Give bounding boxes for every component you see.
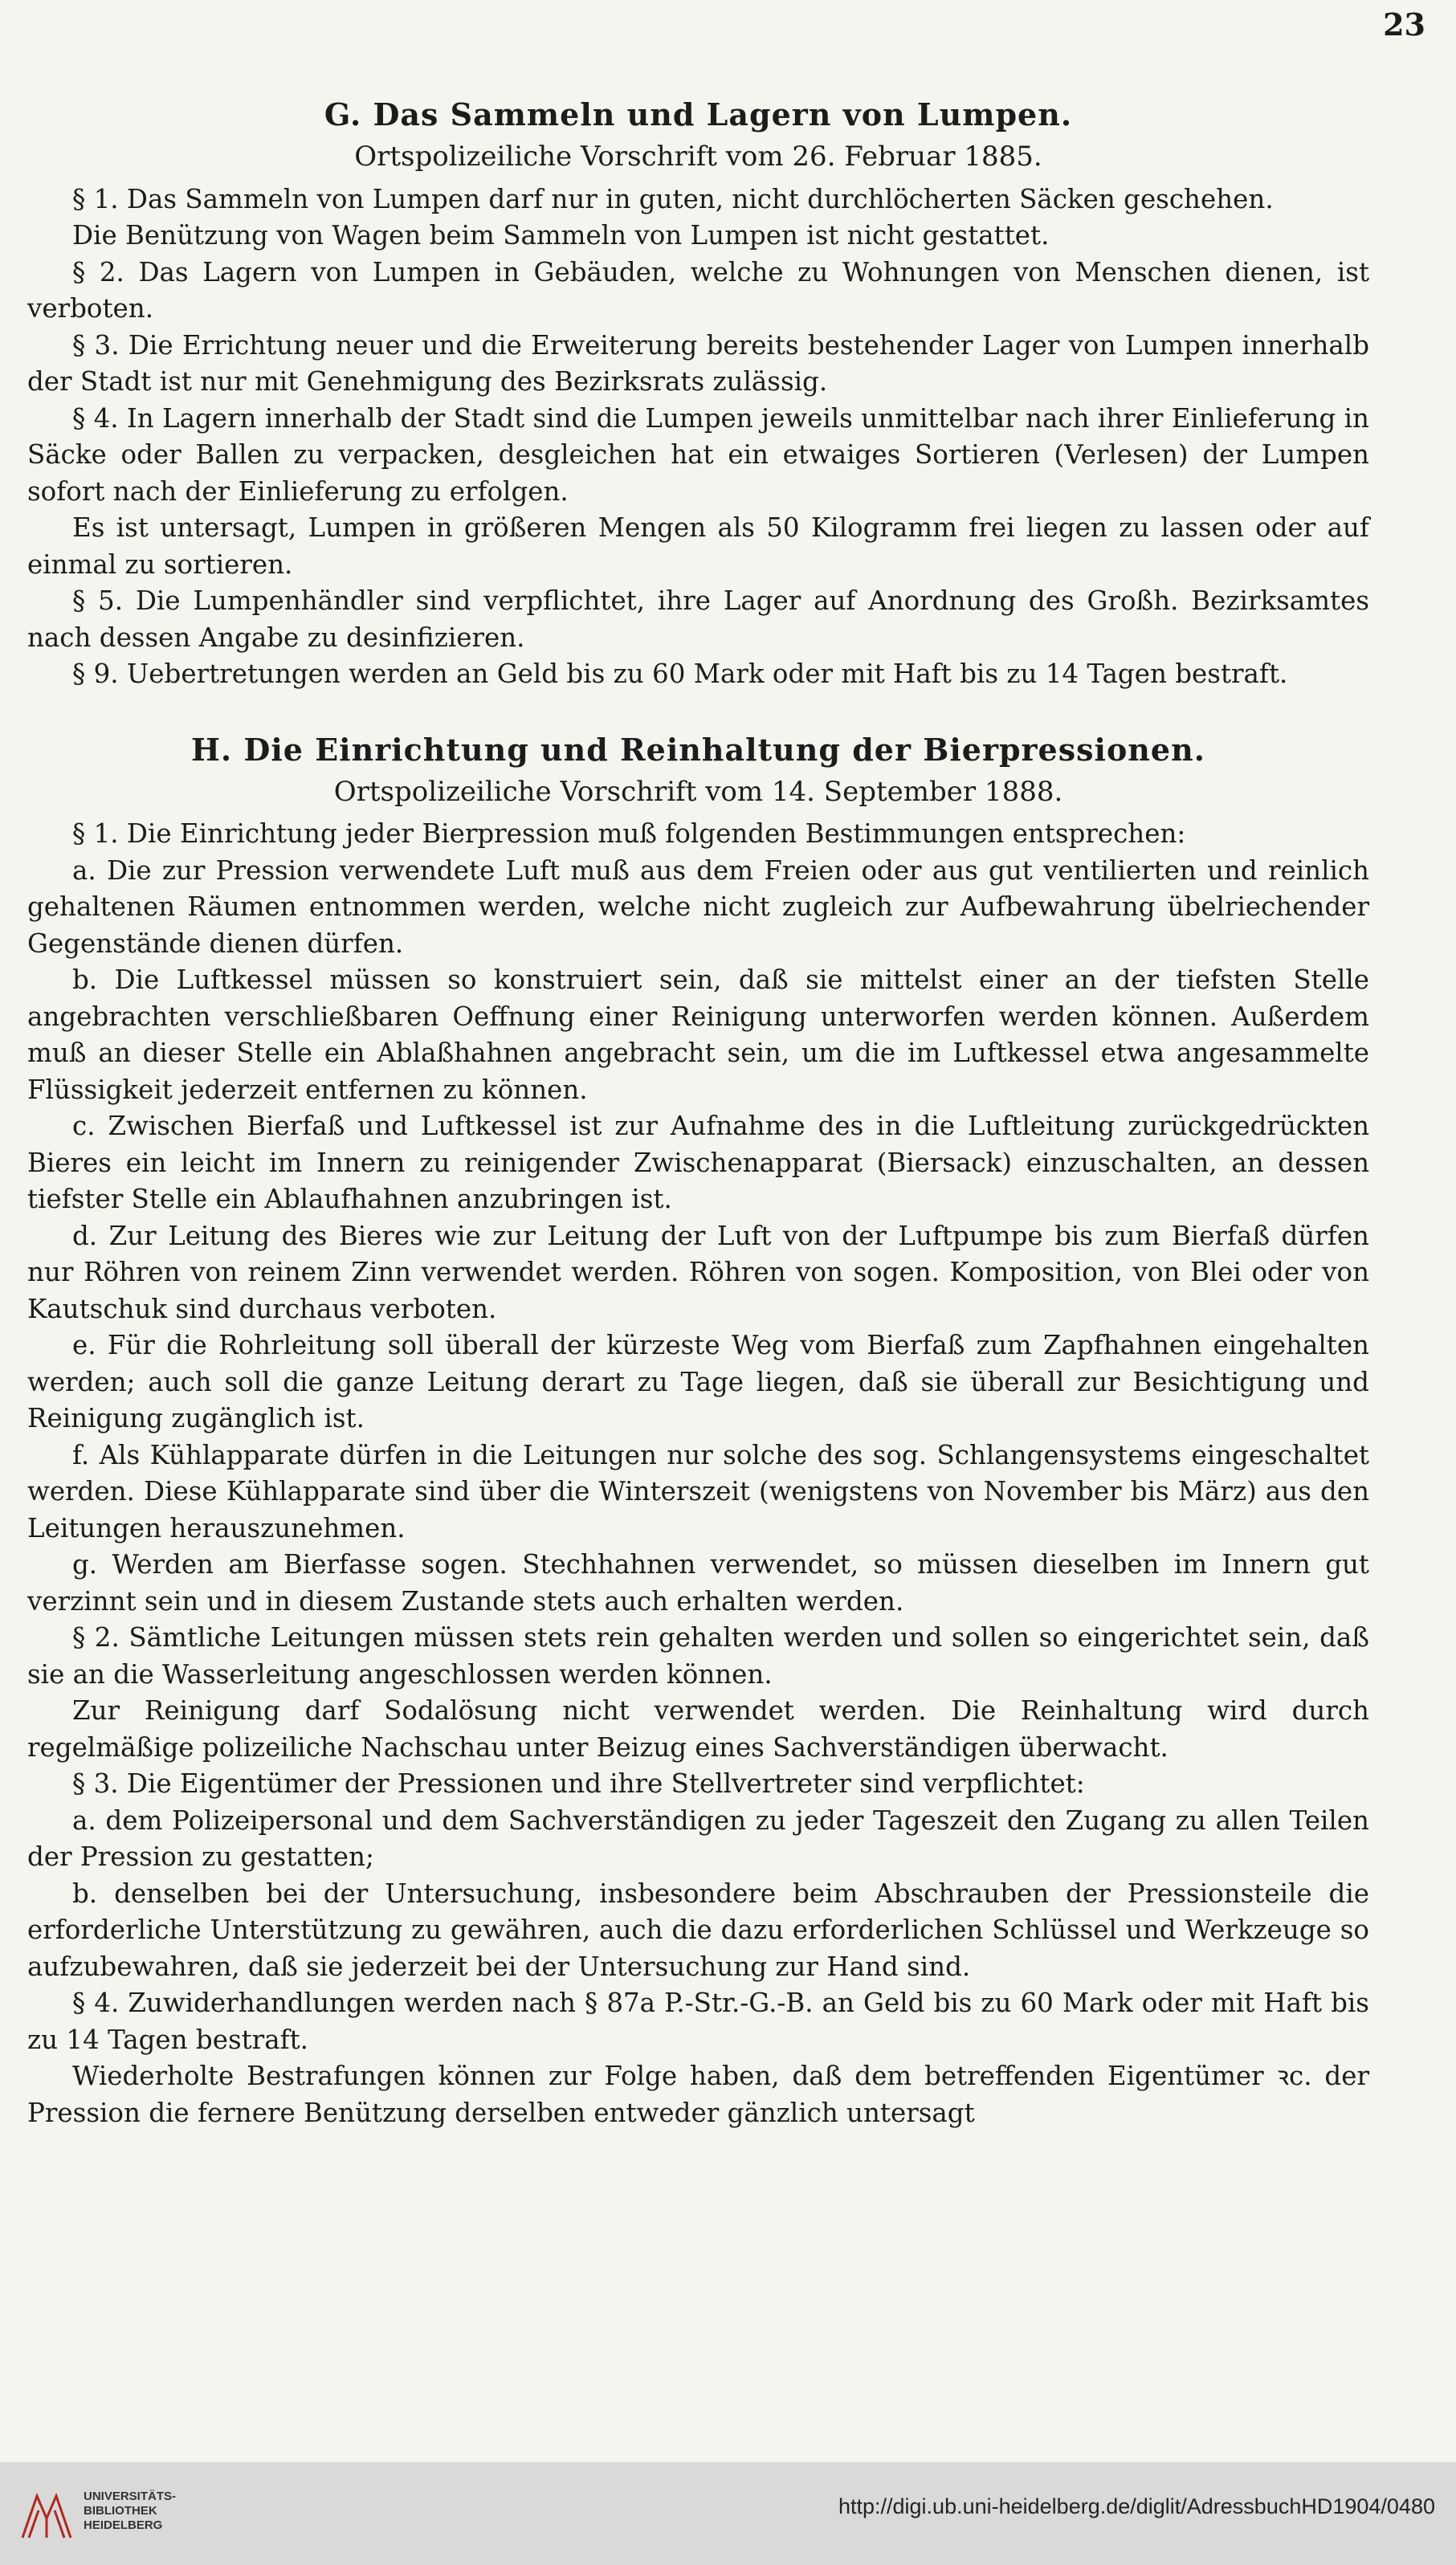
paragraph: § 1. Das Sammeln von Lumpen darf nur in guten, nicht durchlöcherten Säcken geschehen.: [72, 183, 1274, 214]
paragraph: § 3. Die Errichtung neuer und die Erweiterung bereits bestehender Lager von Lumpen innerhalb der Stadt ist nur mit Genehmigung des Bezirksrats zulässig.: [27, 329, 1369, 398]
paragraph: § 4. Zuwiderhandlungen werden nach § 87a P.-Str.-G.-B. an Geld bis zu 60 Mark oder mit Haft bis zu 14 Tagen bestraft.: [27, 1988, 1369, 2055]
source-url-link[interactable]: http://digi.ub.uni-heidelberg.de/diglit/AdressbuchHD1904/0480: [838, 2494, 1435, 2518]
paragraph: Zur Reinigung darf Sodalösung nicht verwendet werden. Die Reinhaltung wird durch regelmäßige polizeiliche Nachschau unter Beizug eines Sachverständigen überwacht.: [27, 1695, 1369, 1763]
paragraph: Es ist untersagt, Lumpen in größeren Mengen als 50 Kilogramm frei liegen zu lassen oder auf einmal zu sortieren.: [27, 512, 1369, 580]
document-body: [27, 95, 1369, 2131]
paragraph: b. Die Luftkessel müssen so konstruiert sein, daß sie mittelst einer an der tiefsten Stelle angebrachten verschließbaren Oeffnung einer Reinigung unterworfen werden können. Außerdem muß an dieser Stelle ein Ablaßhahnen angebracht sein, um die im Luftkessel etwa angesammelte Flüssigkeit jederzeit entfernen zu können.: [27, 964, 1369, 1105]
paragraph: d. Zur Leitung des Bieres wie zur Leitung der Luft von der Luftpumpe bis zum Bierfaß dürfen nur Röhren von reinem Zinn verwendet werden. Röhren von sogen. Komposition, von Blei oder von Kautschuk sind durchaus verboten.: [27, 1220, 1369, 1324]
library-logo-icon: [14, 2481, 79, 2546]
section-subtitle: Ortspolizeiliche Vorschrift vom 26. Februar 1885.: [354, 141, 1042, 173]
paragraph: e. Für die Rohrleitung soll überall der kürzeste Weg vom Bierfaß zum Zapfhahnen eingehalten werden; auch soll die ganze Leitung derart zu Tage liegen, daß sie überall zur Besichtigung und Reinigung zugänglich ist.: [27, 1330, 1369, 1434]
paragraph: § 5. Die Lumpenhändler sind verpflichtet, ihre Lager auf Anordnung des Großh. Bezirksamtes nach dessen Angabe zu desinfizieren.: [27, 585, 1369, 653]
paragraph: Die Benützung von Wagen beim Sammeln von Lumpen ist nicht gestattet.: [72, 220, 1050, 251]
paragraph: § 1. Die Einrichtung jeder Bierpression muß folgenden Bestimmungen entsprechen:: [72, 818, 1186, 850]
paragraph: § 4. In Lagern innerhalb der Stadt sind die Lumpen jeweils unmittelbar nach ihrer Einlieferung in Säcke oder Ballen zu verpacken, desgleichen hat ein etwaiges Sortieren (Verlesen) der Lumpen sofort nach der Einlieferung zu erfolgen.: [27, 402, 1369, 507]
section-title: H. Die Einrichtung und Reinhaltung der Bierpressionen.: [191, 731, 1205, 768]
paragraph: c. Zwischen Bierfaß und Luftkessel ist zur Aufnahme des in die Luftleitung zurückgedrückten Bieres ein leicht im Innern zu reinigender Zwischenapparat (Biersack) einzuschalten, an dessen tiefster Stelle ein Ablaufhahnen anzubringen ist.: [27, 1111, 1369, 1215]
section-h: [27, 730, 1369, 2132]
paragraph: Wiederholte Bestrafungen können zur Folge haben, daß dem betreffenden Eigentümer ꝛc. der Pression die fernere Benützung derselben entweder gänzlich untersagt: [27, 2061, 1369, 2128]
paragraph: § 2. Das Lagern von Lumpen in Gebäuden, welche zu Wohnungen von Menschen dienen, ist verboten.: [27, 256, 1369, 324]
paragraph: a. Die zur Pression verwendete Luft muß aus dem Freien oder aus gut ventilierten und reinlich gehaltenen Räumen entnommen werden, welche nicht zugleich zur Aufbewahrung übelriechender Gegenstände dienen dürfen.: [27, 854, 1369, 959]
paragraph: f. Als Kühlapparate dürfen in die Leitungen nur solche des sog. Schlangensystems eingeschaltet werden. Diese Kühlapparate sind über die Winterszeit (wenigstens von November bis März) aus den Leitungen herauszunehmen.: [27, 1439, 1369, 1543]
paragraph: § 3. Die Eigentümer der Pressionen und ihre Stellvertreter sind verpflichtet:: [72, 1768, 1085, 1800]
section-title: G. Das Sammeln und Lagern von Lumpen.: [324, 96, 1073, 133]
library-logo-text: UNIVERSITÄTS- BIBLIOTHEK HEIDELBERG: [84, 2490, 177, 2532]
footer-bar: [0, 2462, 1456, 2565]
paragraph: b. denselben bei der Untersuchung, insbesondere beim Abschrauben der Pressionsteile die erforderliche Unterstützung zu gewähren, auch die dazu erforderlichen Schlüssel und Werkzeuge so aufzubewahren, daß sie jederzeit bei der Untersuchung zur Hand sind.: [27, 1878, 1369, 1982]
paragraph: § 9. Uebertretungen werden an Geld bis zu 60 Mark oder mit Haft bis zu 14 Tagen bestraft.: [72, 659, 1288, 690]
paragraph: g. Werden am Bierfasse sogen. Stechhahnen verwendet, so müssen dieselben im Innern gut verzinnt sein und in diesem Zustande stets auch erhalten werden.: [27, 1549, 1369, 1617]
paragraph: a. dem Polizeipersonal und dem Sachverständigen zu jeder Tageszeit den Zugang zu allen Teilen der Pression zu gestatten;: [27, 1804, 1369, 1873]
section-subtitle: Ortspolizeiliche Vorschrift vom 14. September 1888.: [333, 775, 1063, 808]
section-g: [27, 95, 1369, 693]
page-number: 23: [1383, 6, 1425, 43]
paragraph: § 2. Sämtliche Leitungen müssen stets rein gehalten werden und sollen so eingerichtet sein, daß sie an die Wasserleitung angeschlossen werden können.: [27, 1622, 1369, 1690]
